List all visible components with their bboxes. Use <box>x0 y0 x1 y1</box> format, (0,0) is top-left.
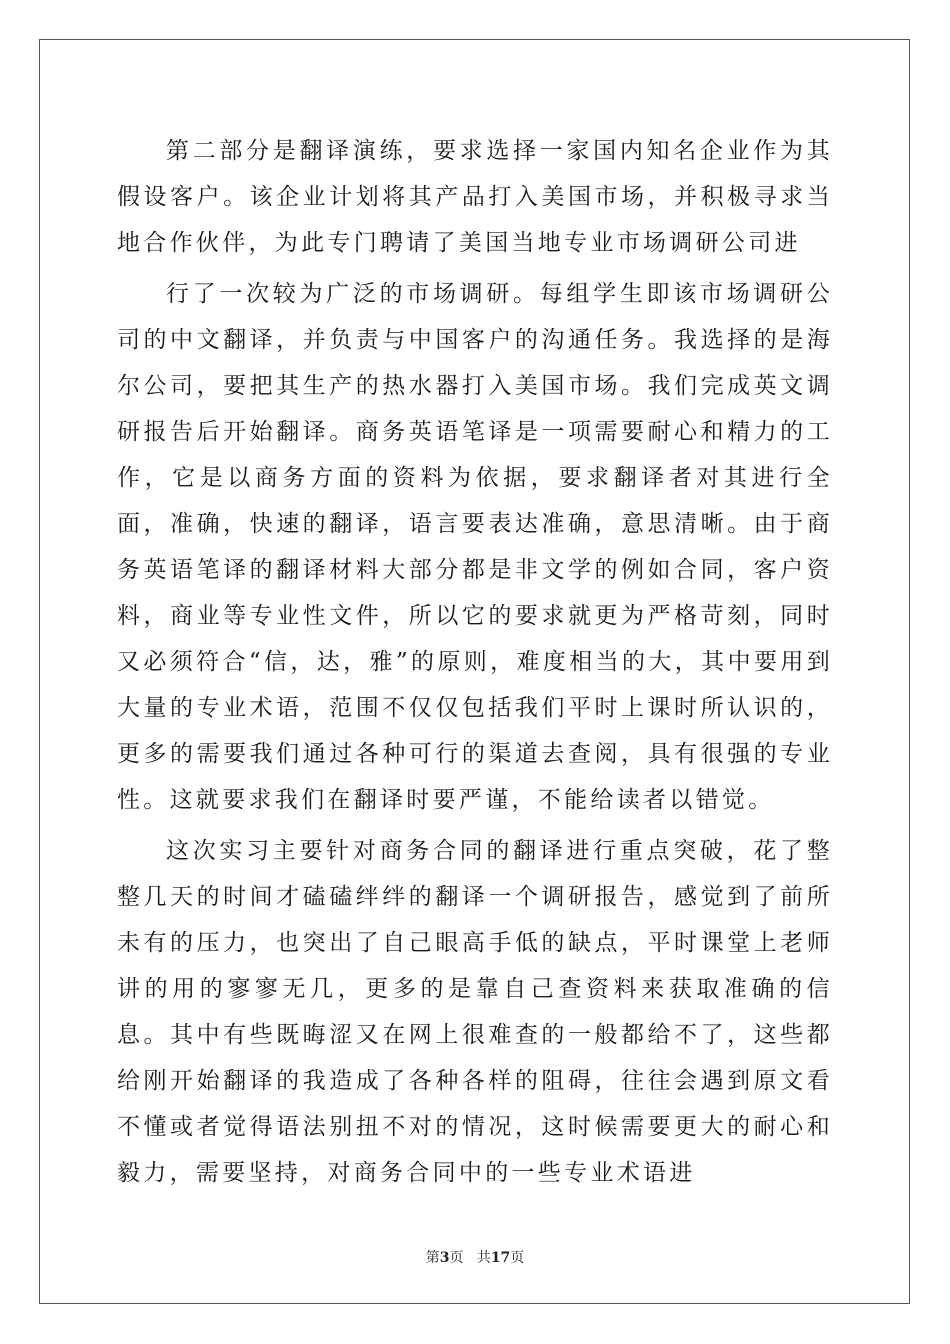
paragraph-2: 行了一次较为广泛的市场调研。每组学生即该市场调研公司的中文翻译，并负责与中国客户的沟通任务。我选择的是海尔公司，要把其生产的热水器打入美国市场。我们完成英文调研报告后开始翻译。商务英语笔译是一项需要耐心和精力的工作，它是以商务方面的资料为依据，要求翻译者对其进行全面，准确，快速的翻译，语言要表达准确，意思清晰。由于商务英语笔译的翻译材料大部分都是非文学的例如合同，客户资料，商业等专业性文件，所以它的要求就更为严格苛刻，同时又必须符合“信，达，雅”的原则，难度相当的大，其中要用到大量的专业术语，范围不仅仅包括我们平时上课时所认识的，更多的需要我们通过各种可行的渠道去查阅，具有很强的专业性。这就要求我们在翻译时要严谨，不能给读者以错觉。 <box>117 281 833 813</box>
paragraph-1: 第二部分是翻译演练，要求选择一家国内知名企业作为其假设客户。该企业计划将其产品打入美国市场，并积极寻求当地合作伙伴，为此专门聘请了美国当地专业市场调研公司进 <box>117 138 833 256</box>
page-suffix: 页 <box>449 1250 464 1266</box>
paragraph-3: 这次实习主要针对商务合同的翻译进行重点突破，花了整整几天的时间才磕磕绊绊的翻译一个调研报告，感觉到了前所未有的压力，也突出了自己眼高手低的缺点，平时课堂上老师讲的用的寥寥无几，更多的是靠自己查资料来获取准确的信息。其中有些既晦涩又在网上很难查的一般都给不了，这些都给刚开始翻译的我造成了各种各样的阻碍，往往会遇到原文看不懂或者觉得语法别扭不对的情况，这时候需要更大的耐心和毅力，需要坚持，对商务合同中的一些专业术语进 <box>117 838 833 1186</box>
total-suffix: 页 <box>510 1250 525 1266</box>
page-current: 3 <box>439 1250 450 1266</box>
page-total: 17 <box>490 1250 511 1266</box>
page-prefix: 第 <box>425 1250 440 1266</box>
page-footer <box>0 1249 950 1267</box>
document-body <box>117 128 833 1196</box>
total-prefix: 共 <box>476 1250 491 1266</box>
